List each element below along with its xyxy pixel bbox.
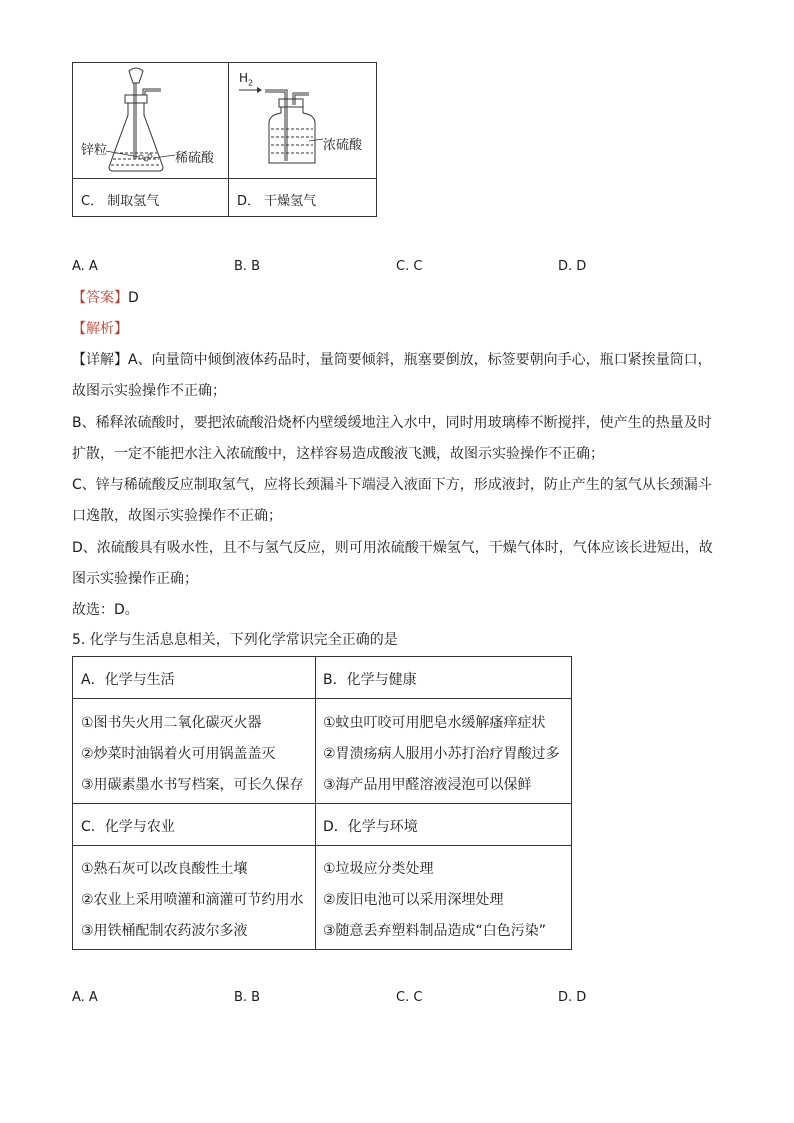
cell-a-title: A．化学与生活 [81, 672, 175, 688]
explanation-line: 图示实验操作正确； [72, 571, 198, 587]
explanation-line: 【详解】A、向量筒中倾倒液体药品时，量筒要倾斜，瓶塞要倒放，标签要朝向手心，瓶口紧挨量筒口， [72, 352, 712, 368]
q4-option-a: A. A [72, 259, 98, 274]
table-row-divider [73, 845, 571, 846]
cell-d-item: ③随意丢弃塑料制品造成“白色污染” [323, 923, 547, 939]
cell-a-item: ②炒菜时油锅着火可用锅盖盖灭 [81, 746, 276, 762]
explanation-line: 扩散，一定不能把水注入浓硫酸中，这样容易造成酸液飞溅，故图示实验操作不正确； [72, 446, 604, 462]
h2-label [239, 71, 253, 87]
cell-d-title: D．化学与环境 [323, 819, 418, 835]
dilute-sulfuric-acid-label: 稀硫酸 [175, 151, 215, 166]
table-row-divider [73, 803, 571, 804]
question-5-stem: 5. 化学与生活息息相关，下列化学常识完全正确的是 [72, 632, 398, 648]
answer-line [72, 289, 139, 307]
q5-option-a: A. A [72, 990, 98, 1005]
zinc-label: 锌粒 [81, 143, 108, 158]
q4-option-c: C. C [396, 259, 423, 274]
caption-option-c: C． 制取氢气 [81, 194, 160, 209]
question-5-table [72, 656, 572, 950]
cell-a-item: ③用碳素墨水书写档案，可长久保存 [81, 777, 304, 793]
explanation-line: 故选：D。 [72, 602, 139, 618]
cell-b-title: B．化学与健康 [323, 672, 417, 688]
figure-row-divider [73, 178, 376, 179]
cell-a-item: ①图书失火用二氧化碳灭火器 [81, 715, 262, 731]
cell-c-item: ③用铁桶配制农药波尔多液 [81, 923, 248, 939]
explanation-line: D、浓硫酸具有吸水性，且不与氢气反应，则可用浓硫酸干燥氢气，干燥气体时，气体应该长进短出，故 [72, 540, 713, 556]
answer-value: D [128, 290, 139, 306]
answer-tag: 【答案】 [72, 290, 128, 306]
caption-option-d: D． 干燥氢气 [237, 194, 317, 209]
q5-option-b: B. B [234, 990, 261, 1005]
cell-d-item: ①垃圾应分类处理 [323, 861, 434, 877]
q4-option-b: B. B [234, 259, 261, 274]
explanation-line: B、稀释浓硫酸时，要把浓硫酸沿烧杯内壁缓缓地注入水中，同时用玻璃棒不断搅拌，使产生的热量及时 [72, 415, 712, 431]
q4-option-d: D. D [558, 259, 587, 274]
explanation-line: 故图示实验操作不正确； [72, 383, 226, 399]
concentrated-sulfuric-acid-label: 浓硫酸 [323, 138, 363, 153]
cell-b-item: ②胃溃疡病人服用小苏打治疗胃酸过多 [323, 746, 560, 762]
cell-d-item: ②废旧电池可以采用深埋处理 [323, 892, 504, 908]
cell-b-item: ①蚊虫叮咬可用肥皂水缓解瘙痒症状 [323, 715, 546, 731]
analysis-tag: 【解析】 [72, 321, 128, 337]
q5-option-c: C. C [396, 990, 423, 1005]
explanation-line: 口逸散，故图示实验操作不正确； [72, 508, 282, 524]
cell-b-item: ③海产品用甲醛溶液浸泡可以保鲜 [323, 777, 532, 793]
explanation-line: C、锌与稀硫酸反应制取氢气，应将长颈漏斗下端浸入液面下方，形成液封，防止产生的氢气从长颈漏斗 [72, 477, 712, 493]
h2-symbol: H [239, 71, 249, 85]
cell-c-item: ①熟石灰可以改良酸性土壤 [81, 861, 248, 877]
cell-c-title: C．化学与农业 [81, 819, 175, 835]
apparatus-figure-table [72, 62, 377, 217]
h2-subscript: 2 [248, 78, 254, 88]
q5-option-d: D. D [558, 990, 587, 1005]
table-row-divider [73, 698, 571, 699]
cell-c-item: ②农业上采用喷灌和滴灌可节约用水 [81, 892, 304, 908]
